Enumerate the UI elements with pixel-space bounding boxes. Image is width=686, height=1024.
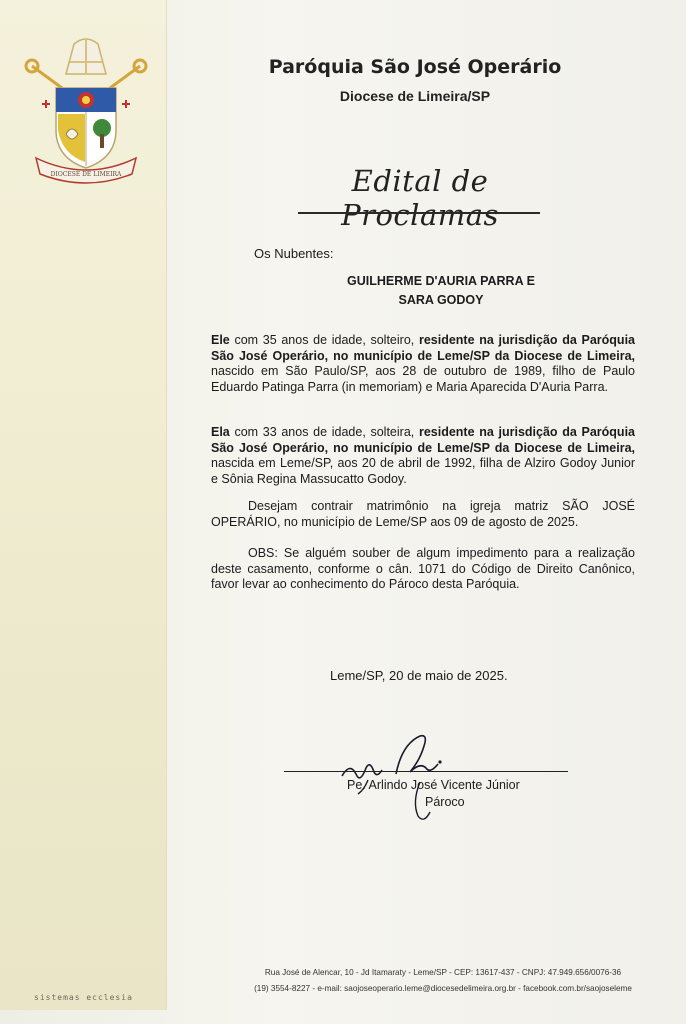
obs-paragraph: OBS: Se alguém souber de algum impedimento para a realização deste casamento, conforme o cân. 1071 do Código de Direito Canônico, favor levar ao conhecimento do Pároco desta Paróquia.	[211, 546, 635, 591]
title-underline	[298, 212, 540, 214]
intro-label: Os Nubentes:	[254, 246, 334, 261]
dateline: Leme/SP, 20 de maio de 2025.	[330, 668, 508, 683]
letterhead-sidebar	[0, 0, 167, 1010]
diocese-crest-logo	[22, 30, 150, 190]
handwritten-signature	[320, 718, 470, 828]
bride-residence: residente na jurisdição da Paróquia São José Operário, no município de Leme/SP da Diocese de Limeira,	[211, 425, 635, 455]
footer-contact: (19) 3554-8227 - e-mail: saojoseoperario.leme@diocesedelimeira.org.br - facebook.com.br/saojoseleme	[254, 984, 632, 993]
groom-lead: Ele	[211, 333, 230, 347]
bride-lead: Ela	[211, 425, 230, 439]
document-title: Edital de Proclamas	[341, 164, 499, 232]
signer-role: Pároco	[425, 795, 465, 809]
footer-address: Rua José de Alencar, 10 - Jd Itamaraty - Leme/SP - CEP: 13617-437 - CNPJ: 47.949.656/0076-36	[264, 968, 622, 977]
bride-text-2: nascida em Leme/SP, aos 20 de abril de 1992, filha de Alziro Godoy Junior e Sônia Regina Massucatto Godoy.	[211, 456, 635, 486]
wedding-paragraph: Desejam contrair matrimônio na igreja matriz SÃO JOSÉ OPERÁRIO, no município de Leme/SP aos 09 de agosto de 2025.	[211, 499, 635, 529]
groom-text-2: nascido em São Paulo/SP, aos 28 de outubro de 1989, filho de Paulo Eduardo Patinga Parra (in memoriam) e Maria Aparecida D'Auria Parra.	[211, 364, 635, 394]
signature-line	[284, 771, 568, 772]
groom-residence: residente na jurisdição da Paróquia São José Operário, no município de Leme/SP da Diocese de Limeira,	[211, 333, 635, 363]
sidebar-brand-mark: sistemas ecclesia	[34, 993, 133, 1002]
groom-text-1: com 35 anos de idade, solteiro,	[229, 333, 419, 347]
signer-name: Pe. Arlindo José Vicente Júnior	[347, 778, 520, 792]
diocese-name: Diocese de Limeira/SP	[339, 88, 491, 104]
parish-name: Paróquia São José Operário	[268, 56, 562, 78]
groom-name: GUILHERME D'AURIA PARRA E	[347, 274, 535, 288]
groom-paragraph	[211, 333, 635, 395]
bride-name: SARA GODOY	[398, 293, 484, 307]
crest-motto: DIOCESE DE LIMEIRA	[50, 171, 122, 178]
couple-names	[300, 272, 582, 310]
bride-text-1: com 33 anos de idade, solteira,	[229, 425, 419, 439]
bride-paragraph	[211, 425, 635, 487]
